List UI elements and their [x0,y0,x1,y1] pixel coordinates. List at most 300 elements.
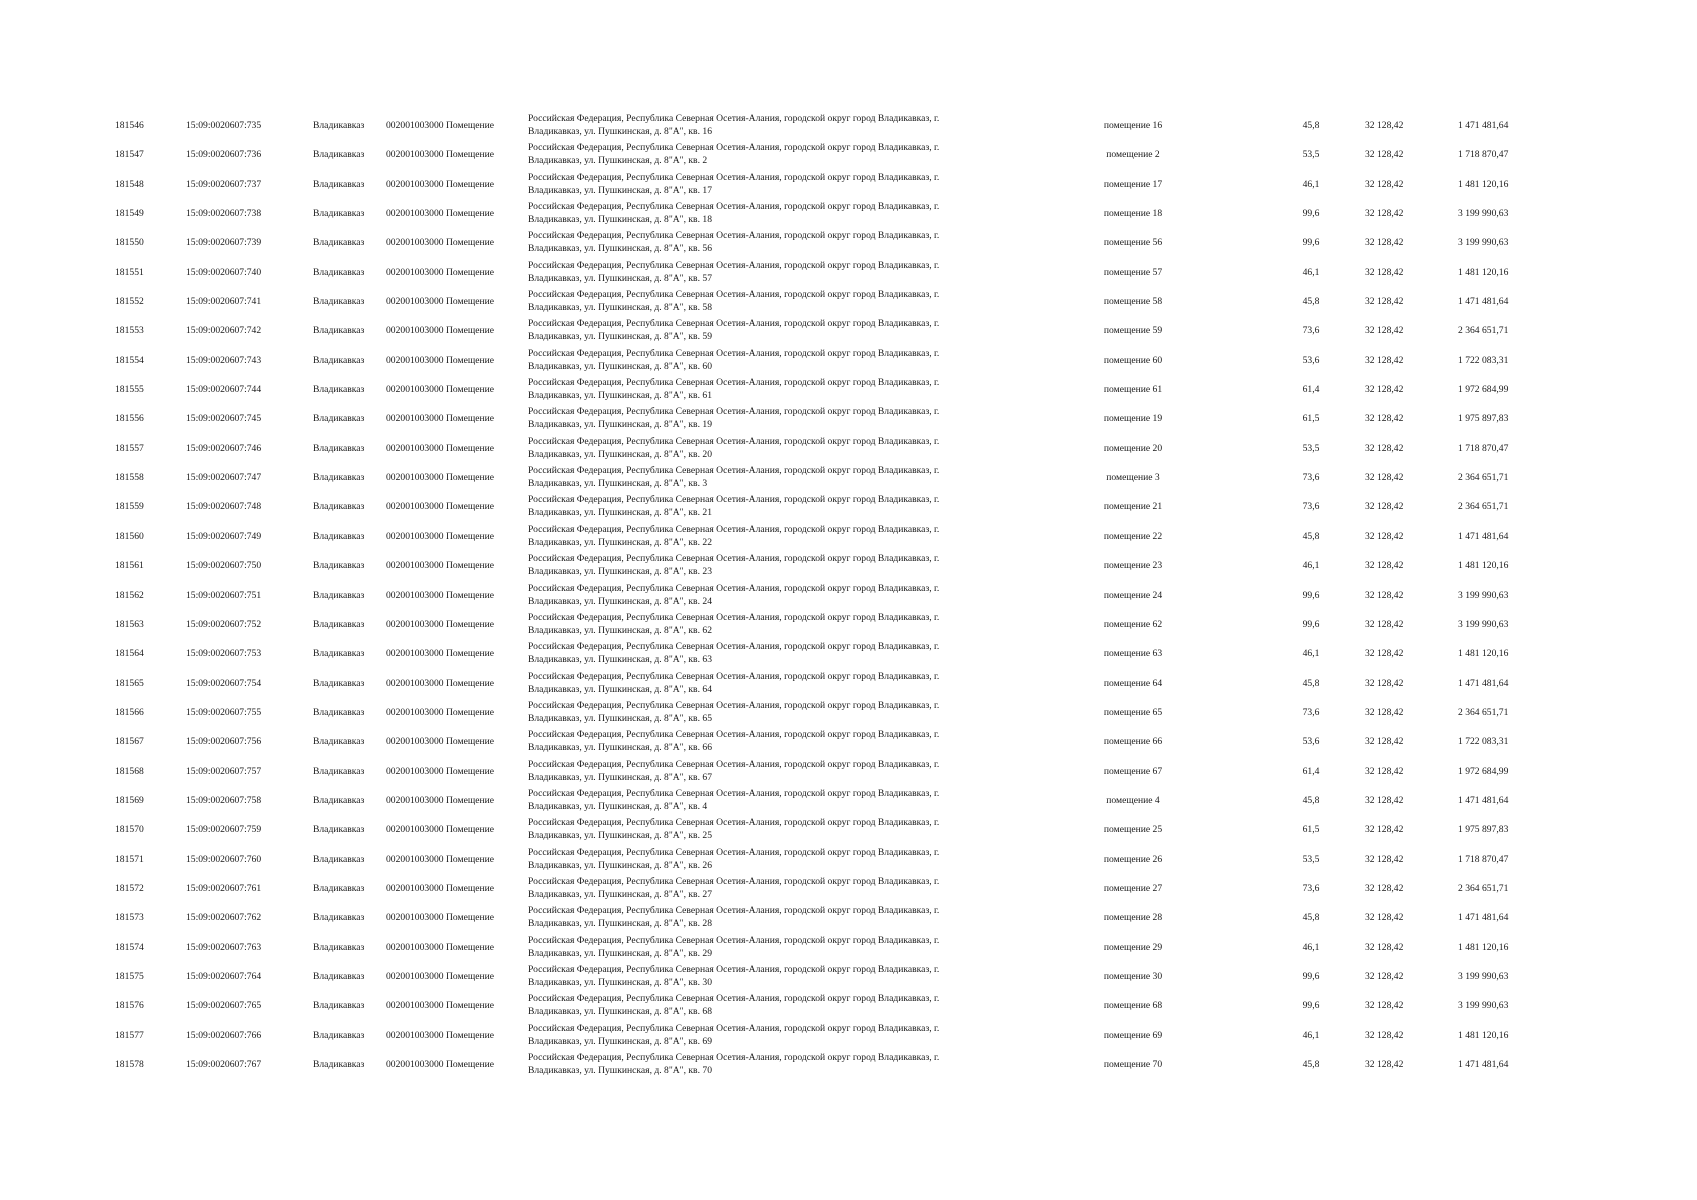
city-name: Владикавказ [313,120,365,131]
area-value: 53,5 [1302,149,1320,161]
address-line-1: Российская Федерация, Республика Северная Осетия-Алания, городской округ город Владикавказ, г. [528,201,940,213]
address-line-2 [528,888,988,901]
cadastral-number: 15:09:0020607:746 [186,442,262,454]
apartment-number: 66 [702,742,712,754]
cadastral-cost: 1 471 481,64 [1458,1059,1509,1070]
table-row [0,492,1697,521]
area-value: 46,1 [1302,178,1320,190]
address-street: Владикавказ, ул. Пушкинская, д. 8"А", кв. [528,947,703,959]
address-line-1: Российская Федерация, Республика Северная Осетия-Алания, городской округ город Владикавказ, г. [528,611,940,623]
address-line-1: Российская Федерация, Республика Северная Осетия-Алания, городской округ город Владикавказ, г. [528,817,940,829]
record-id: 181569 [115,794,144,806]
address-street: Владикавказ, ул. Пушкинская, д. 8"А", кв. [528,976,703,988]
address-line-2 [528,859,988,872]
address [528,728,988,754]
room-name [1088,970,1178,983]
object-type-code: 002001003000 Помещение [386,765,495,777]
room-name [1088,383,1178,396]
specific-value: 32 128,42 [1365,677,1404,689]
address-line-1: Российская Федерация, Республика Северная Осетия-Алания, городской округ город Владикавказ, г. [528,553,940,565]
room-prefix: помещение [1103,941,1153,953]
cadastral-number: 15:09:0020607:744 [186,384,262,396]
apartment-number: 21 [702,507,712,519]
address-line-1: Российская Федерация, Республика Северная Осетия-Алания, городской округ город Владикавказ, г. [528,142,940,154]
specific-value: 32 128,42 [1365,325,1404,337]
address [528,200,988,226]
specific-value: 32 128,42 [1365,618,1404,630]
room-name [1088,559,1178,572]
area-value: 45,8 [1302,530,1320,542]
cadastral-number: 15:09:0020607:740 [186,266,262,278]
room-number: 17 [1152,178,1163,190]
city-name: Владикавказ [313,530,365,542]
address-line-1: Российская Федерация, Республика Северная Осетия-Алания, городской округ город Владикавказ, г. [528,641,940,653]
address-street: Владикавказ, ул. Пушкинская, д. 8"А", кв. [528,214,703,226]
room-prefix: помещение [1103,882,1153,894]
city-name: Владикавказ [313,765,365,777]
table-row [0,698,1697,727]
room-prefix: помещение [1103,677,1153,689]
specific-value: 32 128,42 [1365,882,1404,894]
apartment-number: 67 [702,771,712,783]
table-row [0,258,1697,287]
address [528,846,988,872]
address [528,934,988,960]
table-row [0,845,1697,874]
cadastral-number: 15:09:0020607:755 [186,706,262,718]
address [528,288,988,314]
record-id: 181554 [115,354,144,366]
object-type-code: 002001003000 Помещение [386,1029,495,1041]
record-id: 181575 [115,970,144,982]
room-prefix: помещение [1103,442,1153,454]
record-id: 181567 [115,736,144,748]
area-value: 45,8 [1302,794,1320,806]
address-street: Владикавказ, ул. Пушкинская, д. 8"А", кв. [528,243,703,255]
apartment-number: 59 [702,331,712,343]
address-line-2 [528,595,988,608]
city-name: Владикавказ [313,384,365,396]
cadastral-cost: 1 481 120,16 [1458,266,1509,278]
room-number: 57 [1152,266,1163,278]
room-number: 63 [1152,648,1163,660]
apartment-number: 58 [702,302,712,314]
room-prefix: помещение [1103,266,1153,278]
cadastral-number: 15:09:0020607:758 [186,794,262,806]
cadastral-number: 15:09:0020607:762 [186,912,262,924]
room-name [1088,765,1178,778]
room-name [1088,647,1178,660]
area-value: 45,8 [1302,1059,1320,1070]
address-line-2 [528,1064,988,1077]
table-row [0,991,1697,1020]
record-id: 181573 [115,912,144,924]
apartment-number: 27 [702,888,712,900]
address [528,317,988,343]
address [528,640,988,666]
city-name: Владикавказ [313,325,365,337]
area-value: 53,6 [1302,736,1320,748]
cadastral-cost: 2 364 651,71 [1458,706,1509,718]
specific-value: 32 128,42 [1365,208,1404,220]
address-street: Владикавказ, ул. Пушкинская, д. 8"А", кв. [528,683,703,695]
apartment-number: 4 [702,800,708,812]
address-street: Владикавказ, ул. Пушкинская, д. 8"А", кв. [528,390,703,402]
object-type-code: 002001003000 Помещение [386,589,495,601]
specific-value: 32 128,42 [1365,824,1404,836]
cadastral-number: 15:09:0020607:735 [186,120,262,131]
cadastral-number: 15:09:0020607:767 [186,1059,262,1070]
address-line-2 [528,418,988,431]
cadastral-number: 15:09:0020607:743 [186,354,262,366]
cadastral-cost: 1 718 870,47 [1458,853,1509,865]
room-number: 2 [1154,149,1160,161]
cadastral-cost: 3 199 990,63 [1458,1000,1509,1012]
address-line-2 [528,154,988,167]
cadastral-cost: 1 722 083,31 [1458,736,1509,748]
cadastral-number: 15:09:0020607:752 [186,618,262,630]
city-name: Владикавказ [313,208,365,220]
room-number: 64 [1152,677,1163,689]
apartment-number: 3 [702,478,708,490]
table-row [0,551,1697,580]
room-prefix: помещение [1103,1029,1153,1041]
room-name [1088,853,1178,866]
room-number: 19 [1152,413,1163,425]
room-name [1088,530,1178,543]
room-number: 69 [1152,1029,1163,1041]
address-line-1: Российская Федерация, Республика Северная Осетия-Алания, городской округ город Владикавказ, г. [528,670,940,682]
cadastral-number: 15:09:0020607:736 [186,149,262,161]
address-line-1: Российская Федерация, Республика Северная Осетия-Алания, городской округ город Владикавказ, г. [528,230,940,242]
address [528,347,988,373]
address [528,816,988,842]
address [528,992,988,1018]
record-id: 181557 [115,442,144,454]
object-type-code: 002001003000 Помещение [386,325,495,337]
address-line-1: Российская Федерация, Республика Северная Осетия-Алания, городской округ город Владикавказ, г. [528,113,940,124]
city-name: Владикавказ [313,1000,365,1012]
room-prefix: помещение [1103,560,1153,572]
specific-value: 32 128,42 [1365,472,1404,484]
room-number: 27 [1152,882,1163,894]
city-name: Владикавказ [313,442,365,454]
address [528,112,988,138]
address-line-2 [528,448,988,461]
specific-value: 32 128,42 [1365,736,1404,748]
room-prefix: помещение [1103,853,1153,865]
address-street: Владикавказ, ул. Пушкинская, д. 8"А", кв. [528,888,703,900]
area-value: 61,5 [1302,413,1320,425]
city-name: Владикавказ [313,648,365,660]
room-number: 22 [1152,530,1163,542]
address-line-1: Российская Федерация, Республика Северная Осетия-Алания, городской округ город Владикавказ, г. [528,289,940,301]
cadastral-cost: 1 718 870,47 [1458,149,1509,161]
apartment-number: 69 [702,1035,712,1047]
address-line-1: Российская Федерация, Республика Северная Осетия-Алания, городской округ город Владикавказ, г. [528,758,940,770]
apartment-number: 68 [702,1006,712,1018]
city-name: Владикавказ [313,178,365,190]
cadastral-number: 15:09:0020607:747 [186,472,262,484]
object-type-code: 002001003000 Помещение [386,677,495,689]
city-name: Владикавказ [313,882,365,894]
room-number: 29 [1152,941,1163,953]
room-prefix: помещение [1103,824,1153,836]
address-street: Владикавказ, ул. Пушкинская, д. 8"А", кв. [528,155,703,167]
object-type-code: 002001003000 Помещение [386,530,495,542]
address-line-2 [528,184,988,197]
room-name [1088,148,1178,161]
specific-value: 32 128,42 [1365,970,1404,982]
room-number: 62 [1152,618,1163,630]
specific-value: 32 128,42 [1365,648,1404,660]
city-name: Владикавказ [313,1029,365,1041]
cadastral-cost: 1 471 481,64 [1458,677,1509,689]
record-id: 181571 [115,853,144,865]
address-line-1: Российская Федерация, Республика Северная Осетия-Алания, городской округ город Владикавказ, г. [528,318,940,330]
address-line-1: Российская Федерация, Республика Северная Осетия-Алания, городской округ город Владикавказ, г. [528,699,940,711]
area-value: 99,6 [1302,589,1320,601]
room-number: 65 [1152,706,1163,718]
cadastral-cost: 1 722 083,31 [1458,354,1509,366]
room-name [1088,500,1178,513]
address-line-2 [528,125,988,138]
table-row [0,463,1697,492]
room-number: 20 [1152,442,1163,454]
city-name: Владикавказ [313,149,365,161]
address-line-1: Российская Федерация, Республика Северная Осетия-Алания, городской округ город Владикавказ, г. [528,582,940,594]
specific-value: 32 128,42 [1365,912,1404,924]
address [528,904,988,930]
object-type-code: 002001003000 Помещение [386,501,495,513]
apartment-number: 29 [702,947,712,959]
specific-value: 32 128,42 [1365,560,1404,572]
cadastral-cost: 1 471 481,64 [1458,912,1509,924]
address-street: Владикавказ, ул. Пушкинская, д. 8"А", кв. [528,448,703,460]
cadastral-number: 15:09:0020607:739 [186,237,262,249]
room-prefix: помещение [1103,384,1153,396]
address-line-1: Российская Федерация, Республика Северная Осетия-Алания, городской округ город Владикавказ, г. [528,465,940,477]
area-value: 45,8 [1302,677,1320,689]
city-name: Владикавказ [313,941,365,953]
address-line-2 [528,771,988,784]
area-value: 46,1 [1302,266,1320,278]
address-line-2 [528,683,988,696]
address-street: Владикавказ, ул. Пушкинская, д. 8"А", кв. [528,184,703,196]
cadastral-cost: 1 481 120,16 [1458,648,1509,660]
record-id: 181574 [115,941,144,953]
room-number: 66 [1152,736,1163,748]
room-prefix: помещение [1106,149,1155,161]
room-prefix: помещение [1103,648,1153,660]
specific-value: 32 128,42 [1365,354,1404,366]
cadastral-number: 15:09:0020607:759 [186,824,262,836]
address [528,464,988,490]
room-prefix: помещение [1103,530,1153,542]
room-name [1088,735,1178,748]
room-name [1088,618,1178,631]
cadastral-cost: 3 199 990,63 [1458,237,1509,249]
specific-value: 32 128,42 [1365,589,1404,601]
address-street: Владикавказ, ул. Пушкинская, д. 8"А", кв. [528,595,703,607]
room-number: 26 [1152,853,1163,865]
cadastral-number: 15:09:0020607:757 [186,765,262,777]
cadastral-cost: 3 199 990,63 [1458,970,1509,982]
table-row [0,669,1697,698]
object-type-code: 002001003000 Помещение [386,413,495,425]
specific-value: 32 128,42 [1365,1059,1404,1070]
record-id: 181548 [115,178,144,190]
specific-value: 32 128,42 [1365,941,1404,953]
address [528,875,988,901]
room-name [1088,882,1178,895]
address [528,582,988,608]
apartment-number: 23 [702,566,712,578]
area-value: 99,6 [1302,970,1320,982]
apartment-number: 16 [702,126,712,137]
object-type-code: 002001003000 Помещение [386,824,495,836]
room-name [1088,442,1178,455]
apartment-number: 19 [702,419,712,431]
object-type-code: 002001003000 Помещение [386,853,495,865]
area-value: 46,1 [1302,941,1320,953]
city-name: Владикавказ [313,354,365,366]
room-number: 25 [1152,824,1163,836]
object-type-code: 002001003000 Помещение [386,149,495,161]
object-type-code: 002001003000 Помещение [386,1000,495,1012]
object-type-code: 002001003000 Помещение [386,442,495,454]
address-line-2 [528,330,988,343]
room-name [1088,1029,1178,1042]
table-row [0,522,1697,551]
address-line-1: Российская Федерация, Республика Северная Осетия-Алания, городской округ город Владикавказ, г. [528,1022,940,1034]
room-prefix: помещение [1103,178,1153,190]
apartment-number: 28 [702,918,712,930]
table-row [0,903,1697,932]
room-number: 28 [1152,912,1163,924]
specific-value: 32 128,42 [1365,765,1404,777]
room-number: 4 [1154,794,1160,806]
apartment-number: 30 [702,976,712,988]
record-id: 181546 [115,120,144,131]
address-street: Владикавказ, ул. Пушкинская, д. 8"А", кв. [528,830,703,842]
room-name [1088,412,1178,425]
city-name: Владикавказ [313,560,365,572]
record-id: 181564 [115,648,144,660]
room-prefix: помещение [1103,120,1153,131]
address [528,171,988,197]
address-street: Владикавказ, ул. Пушкинская, д. 8"А", кв. [528,126,703,137]
cadastral-cost: 1 471 481,64 [1458,530,1509,542]
area-value: 53,6 [1302,354,1320,366]
room-prefix: помещение [1106,472,1155,484]
object-type-code: 002001003000 Помещение [386,472,495,484]
area-value: 73,6 [1302,706,1320,718]
address-street: Владикавказ, ул. Пушкинская, д. 8"А", кв. [528,624,703,636]
address-line-1: Российская Федерация, Республика Северная Осетия-Алания, городской округ город Владикавказ, г. [528,523,940,535]
address-line-2 [528,624,988,637]
record-id: 181559 [115,501,144,513]
record-id: 181560 [115,530,144,542]
apartment-number: 65 [702,712,712,724]
cadastral-number: 15:09:0020607:738 [186,208,262,220]
address [528,523,988,549]
cadastral-number: 15:09:0020607:754 [186,677,262,689]
room-prefix: помещение [1103,354,1153,366]
table-row [0,199,1697,228]
cadastral-number: 15:09:0020607:765 [186,1000,262,1012]
address-line-1: Российская Федерация, Республика Северная Осетия-Алания, городской округ город Владикавказ, г. [528,993,940,1005]
room-prefix: помещение [1103,1059,1153,1070]
cadastral-number: 15:09:0020607:766 [186,1029,262,1041]
cadastral-cost: 1 471 481,64 [1458,120,1509,131]
room-prefix: помещение [1103,325,1153,337]
address-line-2 [528,829,988,842]
object-type-code: 002001003000 Помещение [386,648,495,660]
address-line-2 [528,272,988,285]
room-name [1088,589,1178,602]
city-name: Владикавказ [313,970,365,982]
record-id: 181578 [115,1059,144,1070]
cadastral-cost: 1 718 870,47 [1458,442,1509,454]
area-value: 61,4 [1302,765,1320,777]
city-name: Владикавказ [313,296,365,308]
room-name [1088,999,1178,1012]
address-line-1: Российская Федерация, Республика Северная Осетия-Алания, городской округ город Владикавказ, г. [528,259,940,271]
address-street: Владикавказ, ул. Пушкинская, д. 8"А", кв. [528,859,703,871]
city-name: Владикавказ [313,1059,365,1070]
address [528,670,988,696]
specific-value: 32 128,42 [1365,853,1404,865]
area-value: 73,6 [1302,501,1320,513]
table-row [0,140,1697,169]
object-type-code: 002001003000 Помещение [386,912,495,924]
object-type-code: 002001003000 Помещение [386,296,495,308]
specific-value: 32 128,42 [1365,149,1404,161]
address [528,405,988,431]
room-number: 23 [1152,560,1163,572]
specific-value: 32 128,42 [1365,1029,1404,1041]
apartment-number: 24 [702,595,712,607]
area-value: 73,6 [1302,882,1320,894]
address-street: Владикавказ, ул. Пушкинская, д. 8"А", кв. [528,566,703,578]
address-street: Владикавказ, ул. Пушкинская, д. 8"А", кв. [528,1006,703,1018]
address-line-2 [528,917,988,930]
address-line-1: Российская Федерация, Республика Северная Осетия-Алания, городской округ город Владикавказ, г. [528,1052,940,1063]
room-number: 60 [1152,354,1163,366]
area-value: 53,5 [1302,442,1320,454]
area-value: 45,8 [1302,120,1320,131]
room-prefix: помещение [1103,237,1153,249]
cadastral-cost: 3 199 990,63 [1458,589,1509,601]
cadastral-cost: 1 972 684,99 [1458,384,1509,396]
room-prefix: помещение [1103,413,1153,425]
table-row [0,346,1697,375]
cadastral-number: 15:09:0020607:753 [186,648,262,660]
record-id: 181562 [115,589,144,601]
address-street: Владикавказ, ул. Пушкинская, д. 8"А", кв. [528,331,703,343]
cadastral-cost: 2 364 651,71 [1458,882,1509,894]
address-street: Владикавказ, ул. Пушкинская, д. 8"А", кв. [528,360,703,372]
address-line-1: Российская Федерация, Республика Северная Осетия-Алания, городской округ город Владикавказ, г. [528,875,940,887]
apartment-number: 22 [702,536,712,548]
room-name [1088,471,1178,484]
room-prefix: помещение [1103,1000,1153,1012]
apartment-number: 2 [702,155,708,167]
address-line-1: Российская Федерация, Республика Северная Осетия-Алания, городской округ город Владикавказ, г. [528,377,940,389]
address-line-2 [528,301,988,314]
address-line-1: Российская Федерация, Республика Северная Осетия-Алания, городской округ город Владикавказ, г. [528,435,940,447]
